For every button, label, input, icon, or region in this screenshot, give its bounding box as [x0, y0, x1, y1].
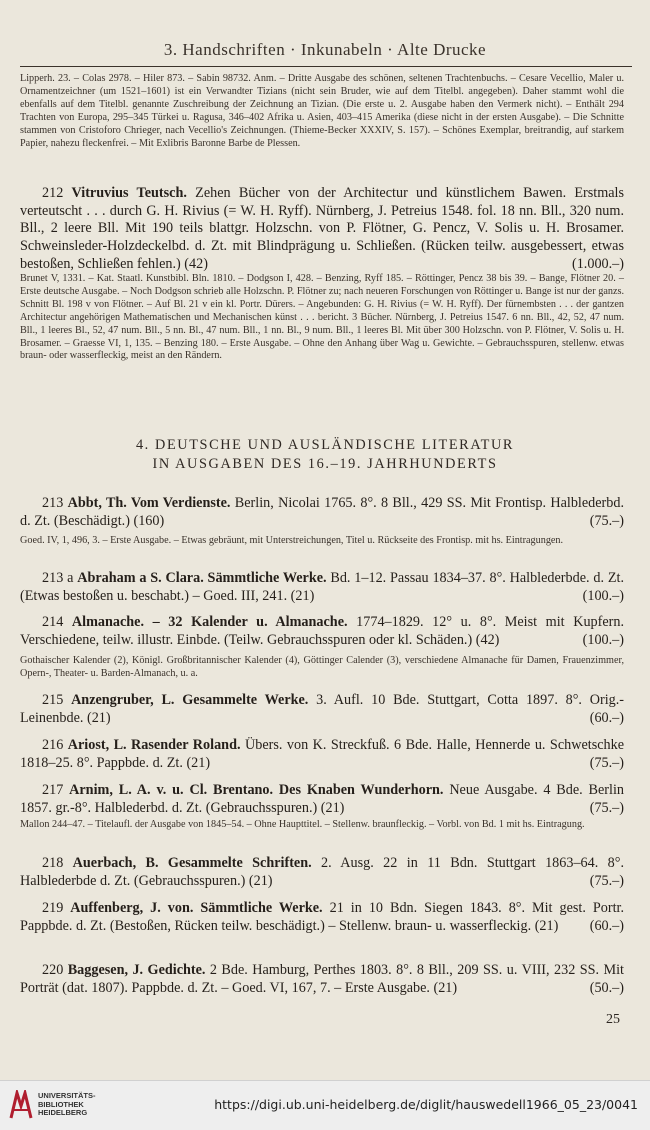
entry-price: (75.–): [589, 512, 624, 529]
entry-text: Zehen Bücher von der Architectur und künstlichem Bawen. Erstmals verteutscht . . . durch G. H. Rivius (= W. H. Ryff). Nürnberg, J. Petreius 1548. fol. 18 nn. Bll., 320 num. Bll., 2 leere Bll. Mit 190 teils blattgr. Holzschn. von P. Flötner, G. Pencz, V. Solis u. H. Brosamer. Schweinsleder-Holzdeckelbd. d. Zt. mit Blindprägung u. Schließen. (Rücken teilw. ausgebessert, etwas bestoßen, Schließen fehlen.) (42): [20, 185, 625, 272]
entry-text: Berlin, Nicolai 1765. 8°. 8 Bll., 429 SS. Mit Frontisp. Halblederbd. d. Zt. (Beschädigt.) (160): [20, 495, 624, 529]
entry-head: Ariost, L. Rasender Roland.: [67, 737, 241, 753]
entry-number: 220: [42, 962, 64, 978]
entry-212: [20, 185, 624, 274]
section-title-line-1: 4. DEUTSCHE UND AUSLÄNDISCHE LITERATUR: [135, 437, 515, 453]
logo-line-3: HEIDELBERG: [38, 1108, 88, 1117]
entry-price: (50.–): [589, 979, 624, 996]
entry-number: 213 a: [42, 570, 74, 586]
entry-head: Abraham a S. Clara. Sämmtliche Werke.: [77, 570, 327, 586]
entry-price: (100.–): [582, 631, 624, 648]
section-title-line-2: IN AUSGABEN DES 16.–19. JAHRHUNDERTS: [152, 456, 498, 472]
entry-214: [20, 614, 624, 649]
entry-number: 214: [42, 614, 64, 630]
entry-price: (60.–): [589, 917, 624, 934]
entry-number: 218: [42, 855, 64, 871]
entry-price: (60.–): [589, 709, 624, 726]
entry-text: 2. Ausg. 22 in 11 Bdn. Stuttgart 1863–64. 8°. Halblederbde d. Zt. (Gebrauchsspuren.) (21): [20, 855, 624, 889]
entry-217-note: Mallon 244–47. – Titelaufl. der Ausgabe von 1845–54. – Ohne Haupttitel. – Stellenw. braunfleckig. – Vorbl. von Bd. 1 mit hs. Eintragung.: [20, 819, 585, 830]
entry-215: [20, 692, 624, 727]
entry-220: [20, 962, 624, 997]
section-title: [0, 436, 650, 474]
entry-number: 213: [42, 495, 64, 511]
entry-number: 217: [42, 782, 64, 798]
page-number: 25: [606, 1012, 620, 1027]
entry-text: 2 Bde. Hamburg, Perthes 1803. 8°. 8 Bll., 209 SS. u. VIII, 232 SS. Mit Porträt (dat. 1807). Pappbde. d. Zt. – Goed. VI, 167, 7. – Erste Ausgabe. (21): [20, 962, 624, 996]
entry-head: Auffenberg, J. von. Sämmtliche Werke.: [70, 900, 323, 916]
library-logo-icon: [8, 1090, 34, 1120]
logo-line-1: UNIVERSITÄTS-: [38, 1091, 96, 1100]
entry-price: (1.000.–): [571, 255, 624, 272]
running-head: 3. Handschriften · Inkunabeln · Alte Drucke: [163, 40, 487, 59]
entry-213: [20, 495, 624, 530]
entry-218: [20, 855, 624, 890]
entry-head: Almanache. – 32 Kalender u. Almanache.: [71, 614, 348, 630]
entry-text: Bd. 1–12. Passau 1834–37. 8°. Halblederbde. d. Zt. (Etwas bestoßen u. beschabt.) – Goed. III, 241. (21): [20, 570, 624, 604]
entry-text: Übers. von K. Streckfuß. 6 Bde. Halle, Hennerde u. Schwetschke 1818–25. 8°. Pappbde. d. Zt. (21): [20, 737, 624, 771]
entry-213a: [20, 570, 624, 605]
entry-price: (75.–): [589, 799, 624, 816]
logo-line-2: BIBLIOTHEK: [38, 1099, 84, 1109]
entry-text: 3. Aufl. 10 Bde. Stuttgart, Cotta 1897. 8°. Orig.-Leinenbde. (21): [20, 692, 625, 726]
viewer-footer: [0, 1080, 650, 1130]
entry-212-note: Brunet V, 1331. – Kat. Staatl. Kunstbibl. Bln. 1810. – Dodgson I, 428. – Benzing, Ryff 185. – Röttinger, Pencz 38 bis 39. – Bange, Flötner 20. – Erste deutsche Ausgabe. – Noch Dodgson schrieb alle Holzschn. P. Flötner zu; nach neueren Forschungen von Röttinger u. Bange ist nur der ganzs. Schnitt Bl. 198 v von Flötner. – Auf Bl. 21 v ein kl. Portr. Dürers. – Angebunden: G. H. Rivius (= W. H. Ryff). Der fürnembsten . . . der gantzen Architectur angehörigen Mathematischen und Mechanischen künst . . . bericht. 3 Bücher. Nürnberg, J. Petreius 1547. 6 nn. Bll., 42, 52, 47 num. Bll., 1 leeres Bl., 52, 47 num. Bll., 5 nn. Bl., 47 num. Bll., 1 nn. Bl., 9 num. Bll., 1 leeres Bl. Mit über 300 Holzschn. von P. Flötner, V. Solis u. H. Brosamer. – Graesse VI, 1, 135. – Benzing 180. – Erste Ausgabe. – Ohne den Anhang über Wag u. Gewichte. – Gebrauchsspuren, stellenw. etwas braun- oder wasserfleckig, meist an den Rändern.: [20, 273, 624, 362]
entry-number: 215: [42, 692, 64, 708]
entry-217: [20, 782, 624, 817]
entry-text: 1774–1829. 12° u. 8°. Meist mit Kupfern. Verschiedene, teilw. illustr. Einbde. (Teilw. Gebrauchsspuren oder kl. Schäden.) (42): [20, 614, 625, 648]
entry-text: 21 in 10 Bdn. Siegen 1843. 8°. Mit gest. Portr. Pappbde. d. Zt. (Bestoßen, Rücken teilw. beschädigt.) – Stellenw. braun- u. wasserfleckig. (21): [20, 900, 625, 934]
entry-219: [20, 900, 624, 935]
source-url[interactable]: https://digi.ub.uni-heidelberg.de/diglit/hauswedell1966_05_23/0041: [214, 1097, 638, 1112]
entry-head: Baggesen, J. Gedichte.: [67, 962, 206, 978]
entry-price: (75.–): [589, 872, 624, 889]
entry-head: Arnim, L. A. v. u. Cl. Brentano. Des Knaben Wunderhorn.: [69, 782, 444, 798]
entry-number: 216: [42, 737, 64, 753]
entry-head: Anzengruber, L. Gesammelte Werke.: [71, 692, 309, 708]
intro-note: Lipperh. 23. – Colas 2978. – Hiler 873. – Sabin 98732. Anm. – Dritte Ausgabe des schönen, seltenen Trachtenbuchs. – Cesare Vecellio, Maler u. Ornamentzeichner (um 1521–1601) ist ein Verwandter Tizians (nicht sein Bruder, wie auf dem Titelbl. angegeben). Daher stammt wohl die ebenfalls auf dem Titelbl. genannte Zuschreibung der Zeichnung an Tizian. (Die erste u. 2. Ausgabe haben den Vermerk nicht). – Enthält 294 Trachten von Europa, 295–345 Türkei u. Ragusa, 346–402 Afrika u. Asien, 403–415 Amerika (diese nicht in der ersten Ausgabe). – Die Schnitte stammen von Cristoforo Chrieger, nach Vecellio's Zeichnungen. (Thieme-Becker XXXIV, S. 157). – Schönes Exemplar, breitrandig, auf starkem Papier, nahezu fleckenfrei. – Mit Exlibris Baronne Barbe de Plessen.: [20, 73, 624, 149]
library-logo-text: [38, 1092, 96, 1118]
header-rule: [20, 66, 632, 67]
entry-number: 219: [42, 900, 64, 916]
entry-213-note: Goed. IV, 1, 496, 3. – Erste Ausgabe. – Etwas gebräunt, mit Unterstreichungen, Titel u. Rückseite des Frontisp. mit hs. Eintragungen.: [20, 535, 564, 546]
entry-price: (100.–): [582, 587, 624, 604]
entry-head: Vitruvius Teutsch.: [71, 185, 187, 201]
entry-214-note: Gothaischer Kalender (2), Königl. Großbritannischer Kalender (4), Göttinger Calender (3), verschiedene Almanache für Damen, Frauenzimmer, Opern-, Theater- u. Barden-Almanach, u. a.: [20, 655, 624, 679]
entry-216: [20, 737, 624, 772]
entry-text: Neue Ausgabe. 4 Bde. Berlin 1857. gr.-8°. Halblederbd. d. Zt. (Gebrauchsspuren.) (21): [20, 782, 625, 816]
entry-price: (75.–): [589, 754, 624, 771]
entry-number: 212: [42, 185, 64, 201]
entry-head: Auerbach, B. Gesammelte Schriften.: [72, 855, 312, 871]
entry-head: Abbt, Th. Vom Verdienste.: [67, 495, 231, 511]
